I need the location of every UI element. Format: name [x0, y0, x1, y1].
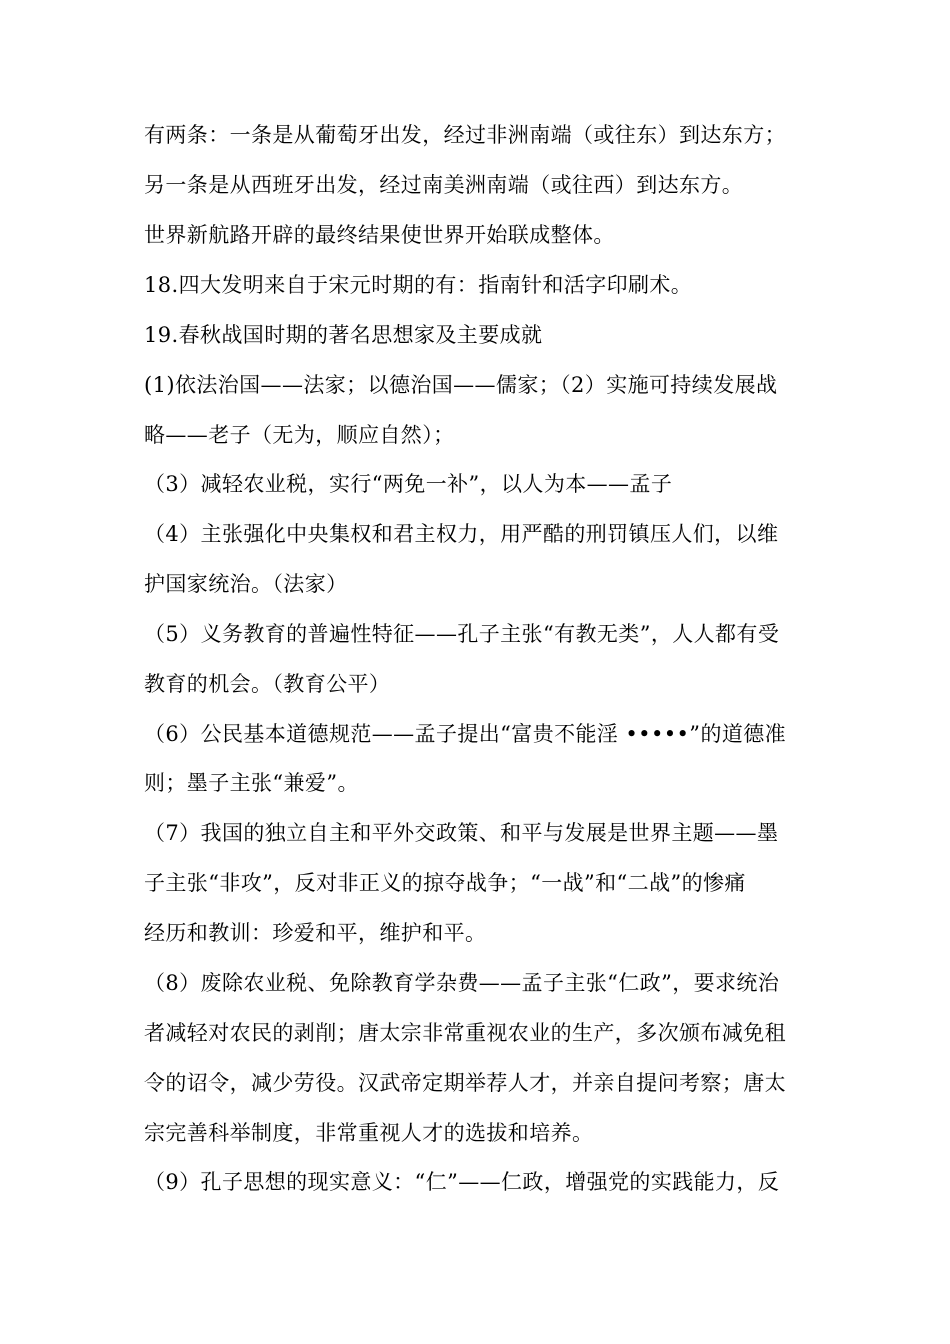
text-line: 宗完善科举制度，非常重视人才的选拔和培养。: [144, 1121, 594, 1145]
text-line: 教育的机会。（教育公平）: [144, 672, 391, 696]
text-line: 子主张“非攻”，反对非正义的掠夺战争；“一战”和“二战”的惨痛: [144, 871, 746, 895]
text-line: 令的诏令，减少劳役。汉武帝定期举荐人才，并亲自提问考察；唐太: [144, 1071, 786, 1095]
text-line: 则；墨子主张“兼爱”。: [144, 771, 359, 795]
text-line: 18.四大发明来自于宋元时期的有：指南针和活字印刷术。: [144, 273, 693, 297]
text-line: （5）义务教育的普遍性特征——孔子主张“有教无类”，人人都有受: [144, 622, 780, 646]
section-heading: 19.春秋战国时期的著名思想家及主要成就: [144, 323, 543, 347]
text-line: 另一条是从西班牙出发，经过南美洲南端（或往西）到达东方。: [144, 173, 744, 197]
text-line: 经历和教训：珍爱和平，维护和平。: [144, 921, 487, 945]
text-line: （6）公民基本道德规范——孟子提出“富贵不能淫 •••••”的道德准: [144, 722, 787, 746]
text-line: (1)依法治国——法家；以德治国——儒家；（2）实施可持续发展战: [144, 373, 778, 397]
text-line: 略——老子（无为，顺应自然）；: [144, 423, 455, 447]
text-line: 有两条：一条是从葡萄牙出发，经过非洲南端（或往东）到达东方；: [144, 123, 786, 147]
text-line: （3）减轻农业税，实行“两免一补”，以人为本——孟子: [144, 472, 673, 496]
text-line: （8）废除农业税、免除教育学杂费——孟子主张“仁政”，要求统治: [144, 971, 780, 995]
text-line: 者减轻对农民的剥削；唐太宗非常重视农业的生产，多次颁布减免租: [144, 1021, 786, 1045]
text-line: 世界新航路开辟的最终结果使世界开始联成整体。: [144, 223, 615, 247]
text-line: （4）主张强化中央集权和君主权力，用严酷的刑罚镇压人们，以维: [144, 522, 779, 546]
text-line: 护国家统治。（法家）: [144, 572, 348, 596]
text-line: （7）我国的独立自主和平外交政策、和平与发展是世界主题——墨: [144, 821, 779, 845]
text-line: （9）孔子思想的现实意义：“仁”——仁政，增强党的实践能力，反: [144, 1170, 780, 1194]
